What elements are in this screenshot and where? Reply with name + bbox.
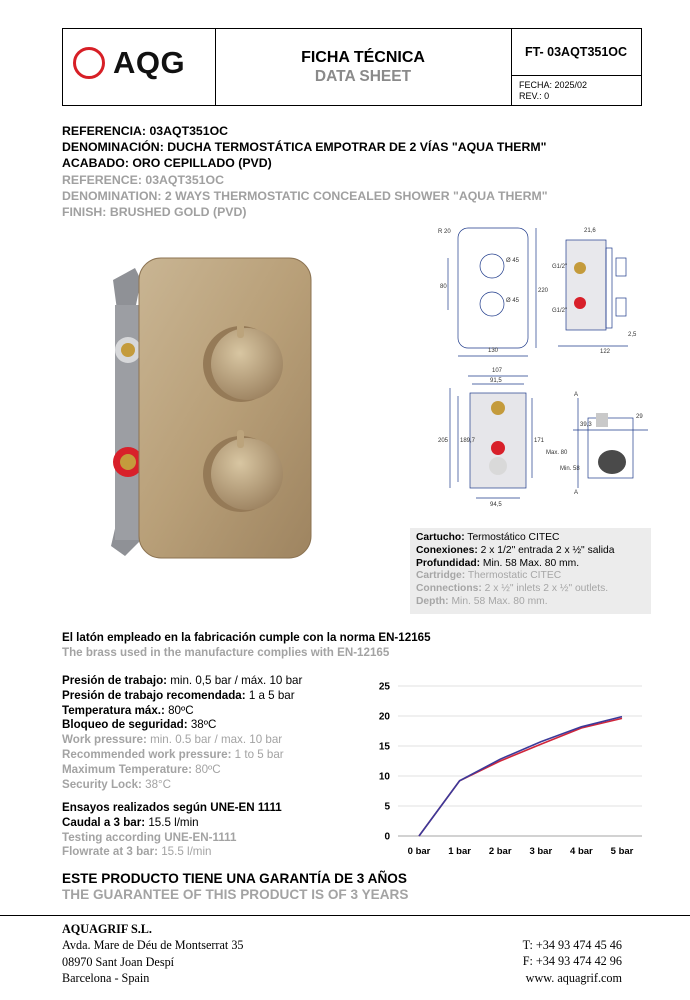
doc-code: FT- 03AQT351OC xyxy=(511,29,641,76)
dim-body-w1: 107 xyxy=(492,368,503,374)
pressure-block xyxy=(62,674,302,792)
brass-es: El latón empleado en la fabricación cumple con la norma EN-12165 xyxy=(62,631,431,644)
guarantee-es: ESTE PRODUCTO TIENE UNA GARANTÍA DE 3 AÑOS xyxy=(62,871,407,886)
spec-connections-es: Conexiones: 2 x 1/2" entrada 2 x ½" salida xyxy=(416,544,615,556)
tests-es-2: Caudal a 3 bar: 15.5 l/min xyxy=(62,815,199,829)
y-tick-label: 0 xyxy=(384,831,390,843)
reference-block xyxy=(62,123,548,220)
technical-drawings xyxy=(428,218,654,510)
pressure-en-3: Maximum Temperature: 80ºC xyxy=(62,762,221,776)
logo-cell xyxy=(63,29,216,105)
doc-date: FECHA: 2025/02 xyxy=(519,80,588,90)
title-en: DATA SHEET xyxy=(314,68,412,85)
address-line-3: Barcelona - Spain xyxy=(62,971,150,986)
phone: T: +34 93 474 45 46 xyxy=(522,938,622,952)
dim-sec-a2: A xyxy=(574,490,579,496)
finish-en: FINISH: BRUSHED GOLD (PVD) xyxy=(62,205,247,220)
dim-sec-v2: 29 xyxy=(636,414,643,420)
x-tick-label: 3 bar xyxy=(529,846,553,857)
brass-note xyxy=(62,630,431,660)
pressure-en-4: Security Lock: 38°C xyxy=(62,777,172,791)
pressure-line-2: Presión de trabajo recomendada: 1 a 5 bar xyxy=(62,688,295,702)
dim-body-h1: 205 xyxy=(438,438,449,444)
ref-es: REFERENCIA: 03AQT351OC xyxy=(62,124,229,138)
footer-contact xyxy=(440,937,622,986)
address-line-2: 08970 Sant Joan Despí xyxy=(62,954,175,969)
spec-cartridge-en: Cartridge: Thermostatic CITEC xyxy=(416,570,562,582)
address-line-1: Avda. Mare de Déu de Montserrat 35 xyxy=(62,938,244,953)
pressure-line-3: Temperatura máx.: 80ºC xyxy=(62,703,194,717)
fax: F: +34 93 474 42 96 xyxy=(522,954,622,969)
tests-en-2: Flowrate at 3 bar: 15.5 l/min xyxy=(62,845,212,859)
y-tick-label: 15 xyxy=(378,741,390,753)
dim-body-w2: 91,5 xyxy=(490,378,502,384)
doc-meta xyxy=(519,80,587,102)
x-tick-label: 1 bar xyxy=(448,846,471,857)
tests-en-1: Testing according UNE-EN-1111 xyxy=(62,830,237,844)
dim-sec-max: Max. 80 xyxy=(546,450,568,456)
specs-box xyxy=(410,528,651,614)
x-tick-label: 0 bar xyxy=(407,846,431,857)
code-cell xyxy=(511,29,641,105)
spec-connections-en: Connections: 2 x ½" inlets 2 x ½" outlets. xyxy=(416,583,609,595)
ref-en: REFERENCE: 03AQT351OC xyxy=(62,172,224,187)
series-line xyxy=(419,718,622,836)
dim-front-h2: 220 xyxy=(538,288,549,294)
dim-sec-a1: A xyxy=(574,392,579,398)
pressure-en-1: Work pressure: min. 0.5 bar / max. 10 bar xyxy=(62,733,283,747)
footer-divider xyxy=(0,915,690,916)
y-tick-label: 25 xyxy=(378,681,390,693)
pressure-line-1: Presión de trabajo: min. 0,5 bar / máx. 10 bar xyxy=(62,674,303,687)
product-image xyxy=(95,250,317,560)
guarantee-block xyxy=(62,871,408,903)
pressure-line-4: Bloqueo de seguridad: 38ºC xyxy=(62,718,217,732)
brass-en: The brass used in the manufacture complies with EN-12165 xyxy=(62,646,390,659)
doc-rev: REV.: 0 xyxy=(519,91,550,101)
dim-side-g1: G1/2" xyxy=(552,264,568,270)
dim-body-h3: 171 xyxy=(534,438,545,444)
y-tick-label: 5 xyxy=(384,801,390,813)
dim-side-g2: G1/2" xyxy=(552,308,568,314)
tests-es-1: Ensayos realizados según UNE-EN 1111 xyxy=(62,801,282,814)
logo-ring-icon xyxy=(73,47,105,79)
dim-sec-min: Min. 58 xyxy=(560,466,580,472)
dim-front-w: 130 xyxy=(488,348,499,354)
dim-front-h1: 80 xyxy=(440,284,447,290)
spec-depth-es: Profundidad: Min. 58 Max. 80 mm. xyxy=(416,557,580,569)
spec-cartridge-es: Cartucho: Termostático CITEC xyxy=(416,532,560,543)
dim-body-h2: 189,7 xyxy=(460,438,476,444)
y-tick-label: 20 xyxy=(378,711,390,723)
denom-es: DENOMINACIÓN: DUCHA TERMOSTÁTICA EMPOTRAR DE 2 VÍAS "AQUA THERM" xyxy=(62,140,547,155)
company-name: AQUAGRIF S.L. xyxy=(62,922,152,936)
dim-sec-v1: 39,3 xyxy=(580,422,592,428)
title-es: FICHA TÉCNICA xyxy=(301,49,425,66)
x-tick-label: 4 bar xyxy=(570,846,593,857)
finish-es: ACABADO: ORO CEPILLADO (PVD) xyxy=(62,156,272,171)
dim-front-d1: Ø 45 xyxy=(506,258,520,264)
spec-depth-en: Depth: Min. 58 Max. 80 mm. xyxy=(416,595,548,607)
tests-block xyxy=(62,801,282,860)
website-link[interactable]: www. aquagrif.com xyxy=(525,970,622,985)
footer-address xyxy=(62,921,244,987)
y-tick-label: 10 xyxy=(378,771,390,783)
guarantee-en: THE GUARANTEE OF THIS PRODUCT IS OF 3 YEARS xyxy=(62,887,409,902)
denom-en: DENOMINATION: 2 WAYS THERMOSTATIC CONCEALED SHOWER "AQUA THERM" xyxy=(62,188,548,203)
dim-side-d: 2,5 xyxy=(628,332,637,338)
dim-front-r: R 20 xyxy=(438,229,451,235)
x-tick-label: 5 bar xyxy=(610,846,634,857)
title-cell xyxy=(215,29,512,105)
pressure-en-2: Recommended work pressure: 1 to 5 bar xyxy=(62,747,284,761)
dim-front-d2: Ø 45 xyxy=(506,298,520,304)
dim-side-t: 21,6 xyxy=(584,228,596,234)
dim-side-w: 122 xyxy=(600,349,611,355)
header-box xyxy=(62,28,642,106)
logo-text: AQG xyxy=(113,45,186,80)
dim-body-w3: 94,5 xyxy=(490,502,502,508)
flow-chart xyxy=(360,676,650,862)
x-tick-label: 2 bar xyxy=(488,846,512,857)
